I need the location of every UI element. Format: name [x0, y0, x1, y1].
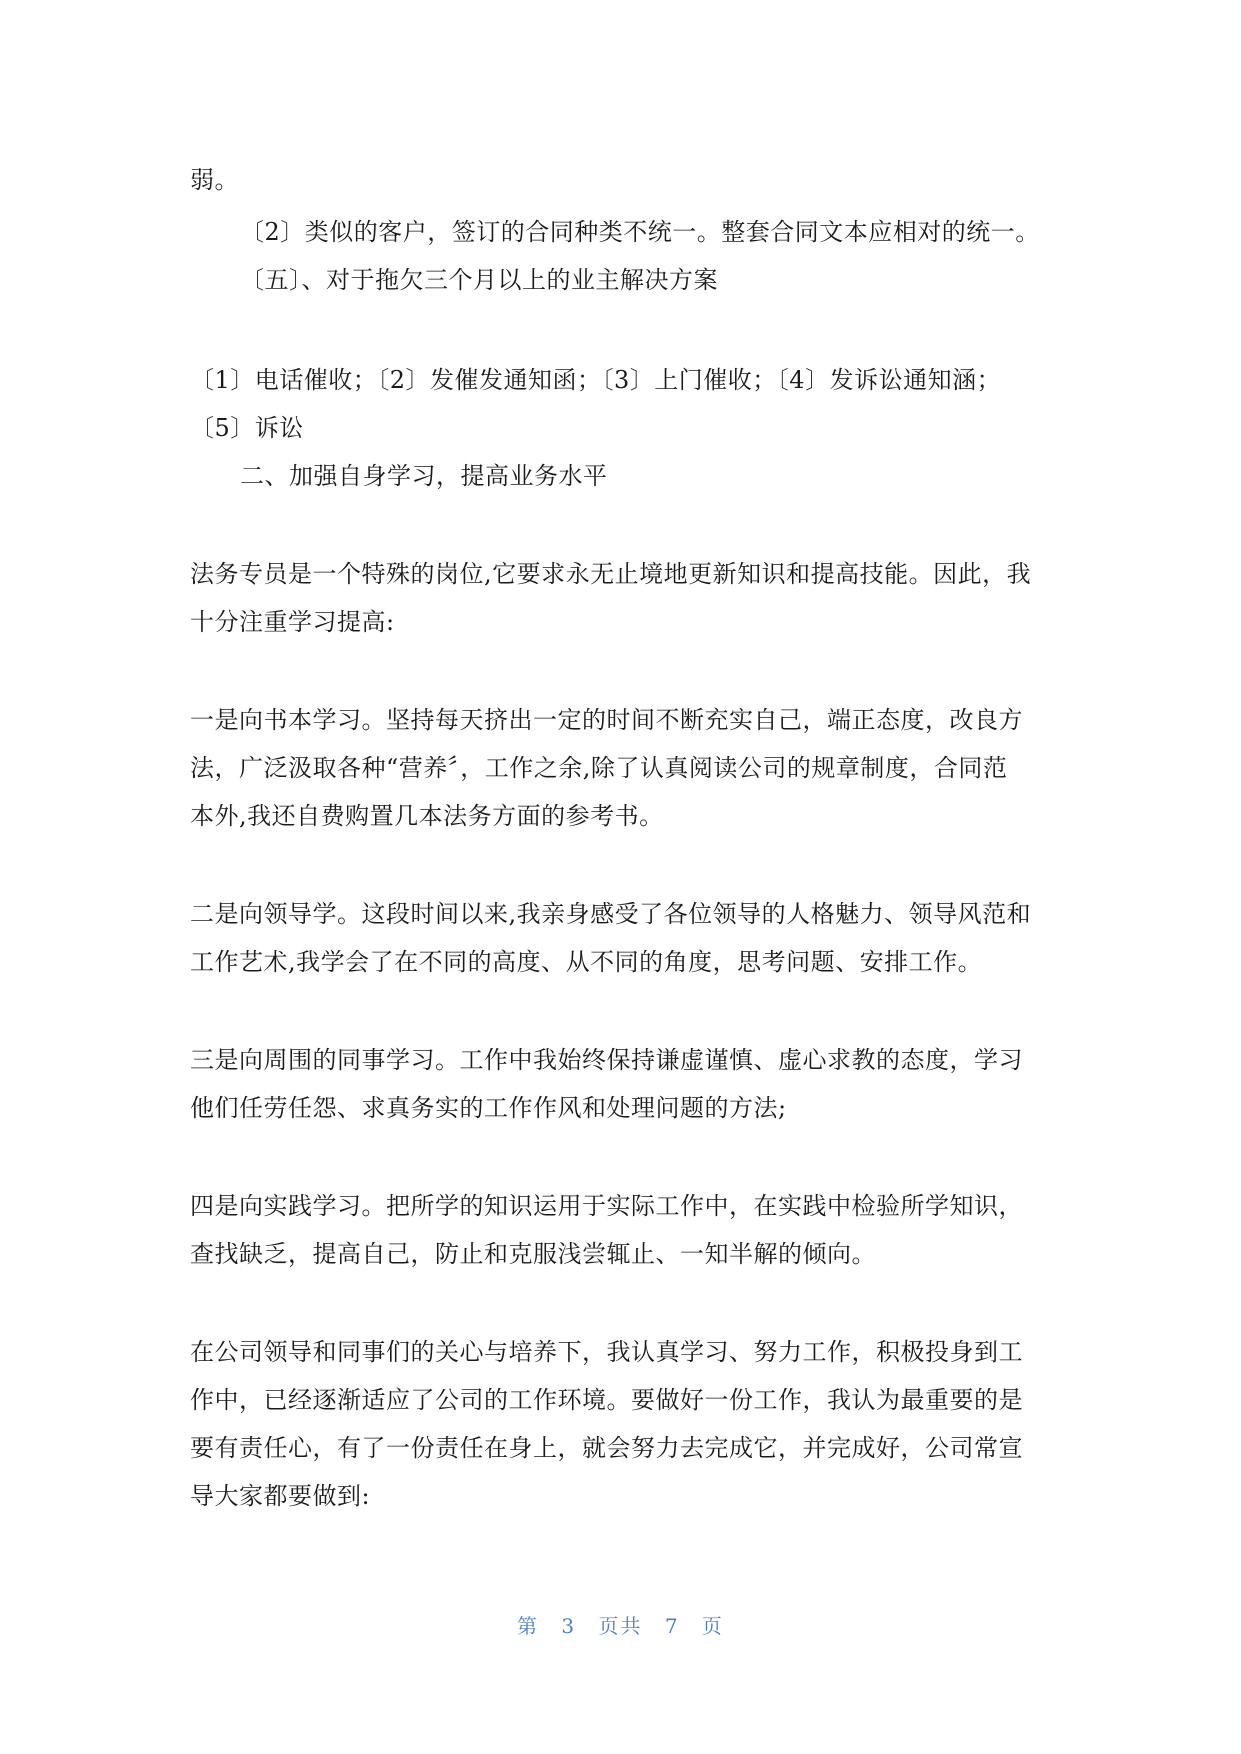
section-heading: 二、加强自身学习，提高业务水平 [240, 462, 608, 490]
text-line: 十分注重学习提高: [190, 608, 395, 636]
text-line: 在公司领导和同事们的关心与培养下，我认真学习、努力工作，积极投身到工 [190, 1338, 1023, 1366]
text-line: 〔5〕诉讼 [190, 414, 304, 442]
text-line: 要有责任心，有了一份责任在身上，就会努力去完成它，并完成好，公司常宣 [190, 1434, 1023, 1462]
text-line: 法，广泛汲取各种“营养〞，工作之余,除了认真阅读公司的规章制度，合同范 [190, 754, 1008, 782]
text-line: 法务专员是一个特殊的岗位,它要求永无止境地更新知识和提高技能。因此，我 [190, 560, 1032, 588]
text-line: 四是向实践学习。把所学的知识运用于实际工作中，在实践中检验所学知识， [190, 1192, 1023, 1220]
text-line: 查找缺乏，提高自己，防止和克服浅尝辄止、一知半解的倾向。 [190, 1240, 876, 1268]
text-line: 作中，已经逐渐适应了公司的工作环境。要做好一份工作，我认为最重要的是 [190, 1386, 1023, 1414]
text-line: 二是向领导学。这段时间以来,我亲身感受了各位领导的人格魅力、领导风范和 [190, 900, 1032, 928]
text-line: 一是向书本学习。坚持每天挤出一定的时间不断充实自己，端正态度，改良方 [190, 706, 1023, 734]
page-number-footer: 第 3 页共 7 页 [517, 1614, 724, 1638]
text-line: 导大家都要做到: [190, 1482, 371, 1510]
text-line: 〔2〕类似的客户，签订的合同种类不统一。整套合同文本应相对的统一。 [240, 218, 1040, 246]
text-line: 他们任劳任怨、求真务实的工作作风和处理问题的方法; [190, 1094, 787, 1122]
text-line: 弱。 [190, 166, 239, 194]
text-line: 工作艺术,我学会了在不同的高度、从不同的角度，思考问题、安排工作。 [190, 948, 983, 976]
text-line: 三是向周围的同事学习。工作中我始终保持谦虚谨慎、虚心求教的态度，学习 [190, 1046, 1023, 1074]
text-line: 〔1〕电话催收；〔2〕发催发通知函；〔3〕上门催收；〔4〕发诉讼通知涵； [190, 366, 1002, 394]
text-line: 本外,我还自费购置几本法务方面的参考书。 [190, 802, 664, 830]
text-line: 〔五〕、对于拖欠三个月以上的业主解决方案 [240, 266, 718, 294]
